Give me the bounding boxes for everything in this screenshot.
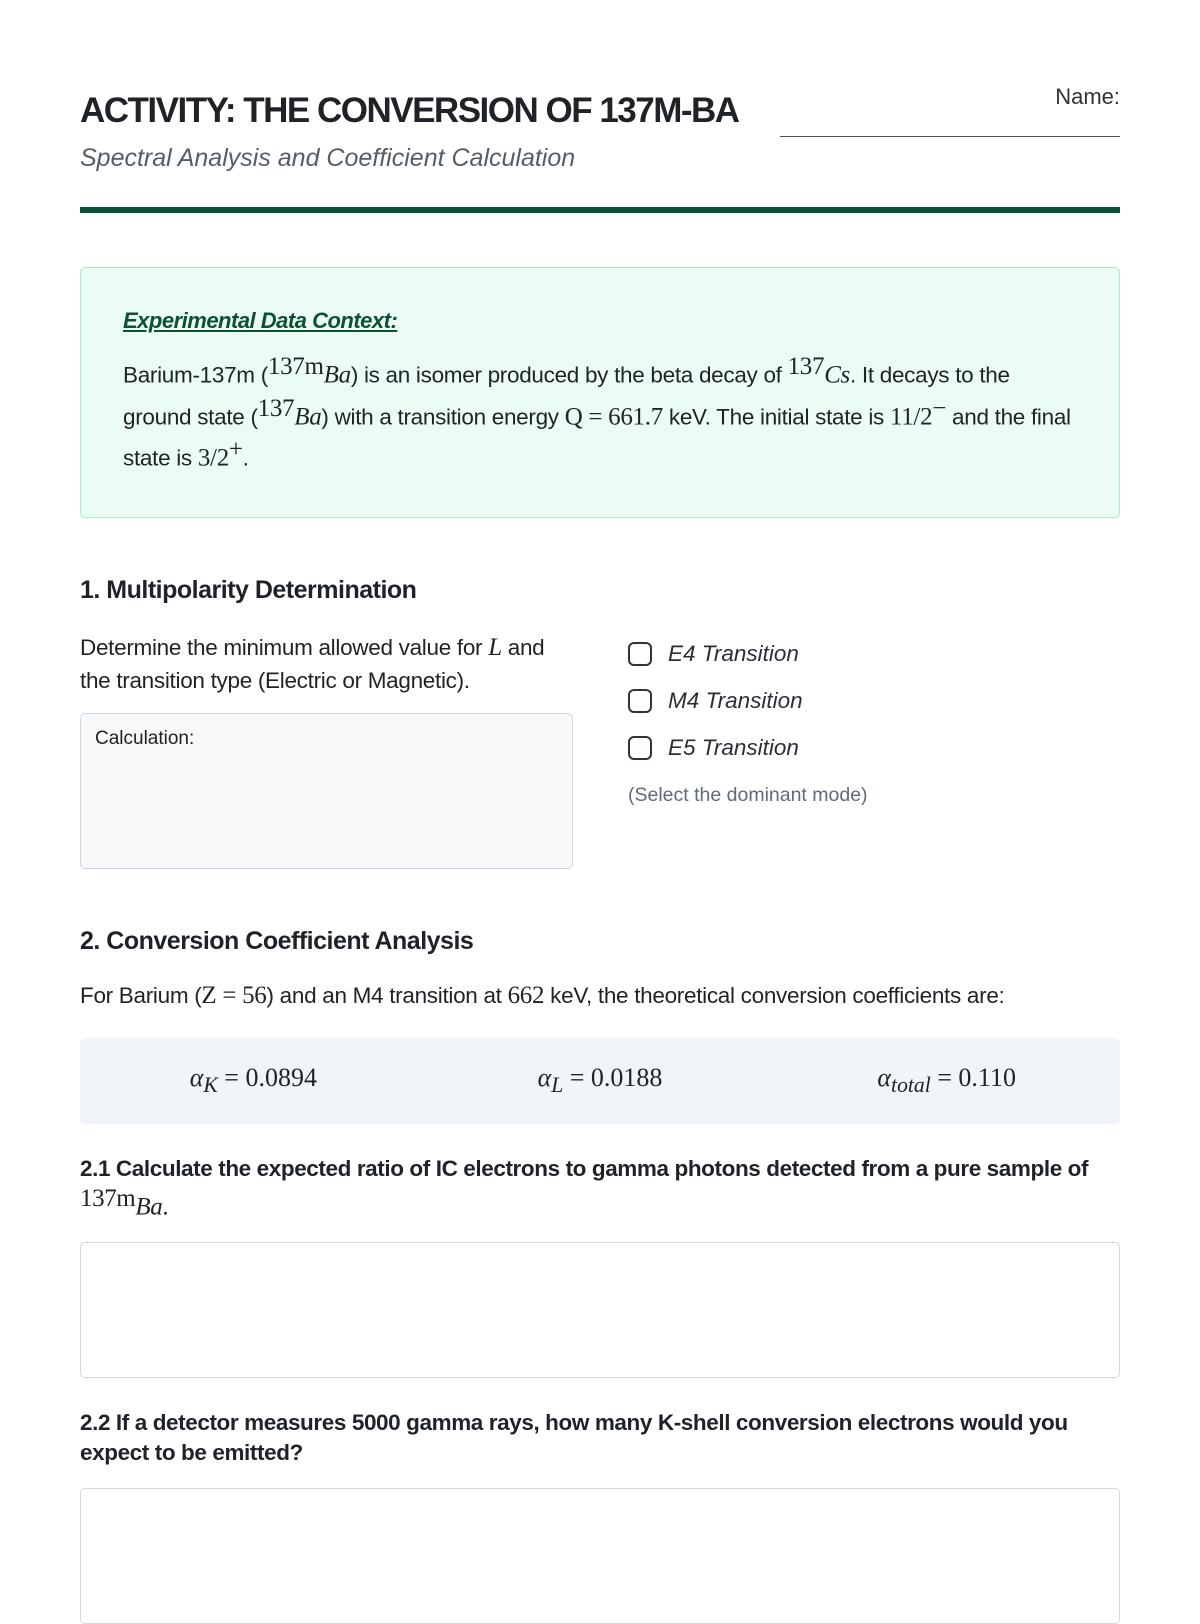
text: . (243, 446, 249, 471)
math: 662 (508, 982, 545, 1009)
hint-text: (Select the dominant mode) (628, 784, 868, 807)
option-label: E4 Transition (668, 641, 799, 667)
text: ) with a transition energy (321, 404, 564, 429)
calculation-box[interactable] (80, 713, 573, 869)
answer-box-2-1[interactable] (80, 1242, 1120, 1378)
text: ) is an isomer produced by the beta decay of (351, 363, 788, 388)
context-text (123, 350, 1077, 475)
math: total (891, 1073, 931, 1097)
math: = 0.0894 (218, 1063, 317, 1092)
text: For Barium ( (80, 983, 201, 1008)
math: − (932, 395, 946, 422)
question-2-1 (80, 1154, 1120, 1223)
text: Determine the minimum allowed value for (80, 635, 488, 660)
text: . It decays to the ground state ( (123, 363, 1010, 430)
option-label: M4 Transition (668, 688, 803, 714)
coefficients-panel (80, 1038, 1120, 1124)
intro-text (80, 982, 1120, 1010)
option-label: E5 Transition (668, 735, 799, 761)
name-field[interactable] (780, 84, 1120, 173)
math: 3/2 (198, 445, 229, 472)
math: Ba (135, 1193, 162, 1220)
math: α (190, 1063, 204, 1092)
math: 137m (80, 1185, 135, 1212)
math: α (877, 1063, 891, 1092)
header (80, 0, 1120, 173)
text: and the final state is (123, 404, 1071, 471)
math: L (551, 1073, 563, 1097)
calculation-label: Calculation: (95, 728, 194, 749)
question-prompt (80, 631, 573, 697)
checkbox[interactable] (628, 736, 652, 760)
context-box (80, 267, 1120, 518)
text: 137 (258, 395, 295, 422)
section-heading: 1. Multipolarity Determination (80, 576, 1120, 605)
option-e5[interactable] (628, 725, 868, 772)
text: 2.1 Calculate the expected ratio of IC electrons to gamma photons detected from a pure sample of (80, 1156, 1088, 1181)
text: keV. The initial state is (663, 404, 890, 429)
coefficient-l (427, 1063, 774, 1098)
math: α (538, 1063, 552, 1092)
text: Barium-137m ( (123, 363, 268, 388)
name-input-line[interactable] (780, 136, 1120, 137)
name-label: Name: (1055, 84, 1120, 109)
option-e4[interactable] (628, 631, 868, 678)
section-conversion (80, 927, 1120, 1624)
text: Ba (324, 362, 351, 389)
page-title: ACTIVITY: THE CONVERSION OF 137M-BA (80, 84, 760, 138)
math: = 0.110 (931, 1063, 1016, 1092)
text: ) and an M4 transition at (267, 983, 508, 1008)
context-title: Experimental Data Context: (123, 308, 1077, 334)
question-2-2: 2.2 If a detector measures 5000 gamma rays, how many K-shell conversion electrons would you expect to be emitted? (80, 1408, 1120, 1468)
math: 11/2 (890, 403, 932, 430)
text: 137m (268, 353, 324, 380)
math: L (488, 634, 502, 661)
section-heading: 2. Conversion Coefficient Analysis (80, 927, 1120, 956)
text: Ba (294, 403, 321, 430)
header-divider (80, 207, 1120, 213)
math: Z = 56 (201, 982, 266, 1009)
coefficient-total (773, 1063, 1120, 1098)
checkbox[interactable] (628, 689, 652, 713)
math: K (203, 1073, 217, 1097)
text: keV, the theoretical conversion coefficients are: (544, 983, 1004, 1008)
option-m4[interactable] (628, 678, 868, 725)
text: and the transition type (Electric or Magnetic). (80, 635, 544, 693)
checkbox[interactable] (628, 642, 652, 666)
math: + (229, 436, 243, 463)
page-subtitle: Spectral Analysis and Coefficient Calculation (80, 144, 760, 173)
text: 137 (788, 353, 825, 380)
text: Cs (824, 362, 850, 389)
math: Q = 661.7 (565, 403, 663, 430)
math: . (162, 1193, 168, 1220)
coefficient-k (80, 1063, 427, 1098)
math: = 0.0188 (563, 1063, 662, 1092)
section-multipolarity (80, 576, 1120, 869)
answer-box-2-2[interactable] (80, 1488, 1120, 1624)
